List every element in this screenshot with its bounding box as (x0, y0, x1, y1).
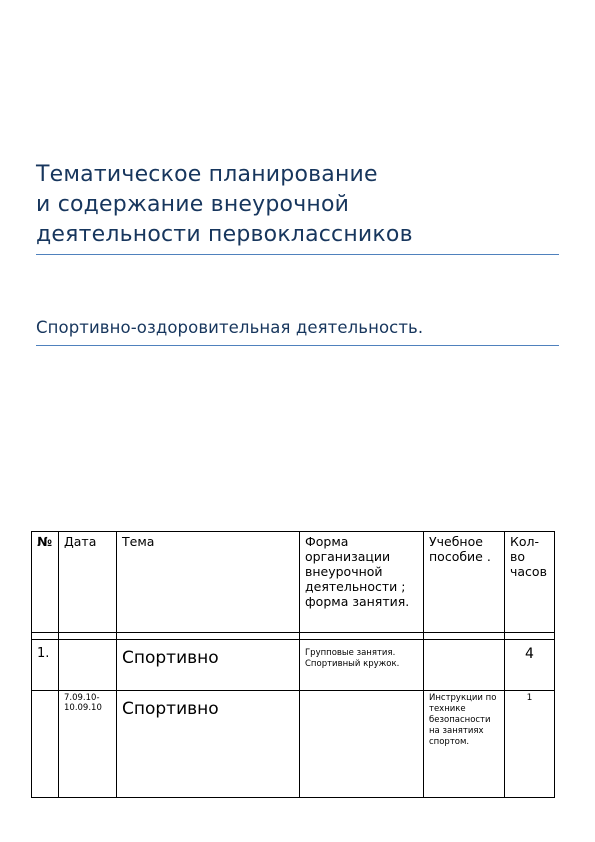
table-row (32, 691, 555, 798)
document-title (36, 160, 559, 250)
document-subtitle: Спортивно-оздоровительная деятельность. (36, 318, 424, 337)
title-line-2: и содержание внеурочной (36, 192, 350, 217)
cell-date (59, 640, 117, 691)
cell-form: Групповые занятия. Спортивный кружок. (300, 640, 424, 691)
header-form: Форма организации внеурочной деятельности ; форма занятия. (300, 532, 424, 633)
spacer-cell (300, 633, 424, 640)
spacer-cell (424, 633, 505, 640)
title-divider (36, 254, 559, 255)
cell-num (32, 691, 59, 798)
title-line-3: деятельности первоклассников (36, 222, 413, 247)
cell-topic: Спортивно (117, 691, 300, 798)
cell-hours: 1 (505, 691, 555, 798)
cell-manual: Инструкции по технике безопасности на занятиях спортом. (424, 691, 505, 798)
cell-form (300, 691, 424, 798)
spacer-cell (59, 633, 117, 640)
header-num: № (32, 532, 59, 633)
spacer-cell (117, 633, 300, 640)
spacer-cell (32, 633, 59, 640)
header-date: Дата (59, 532, 117, 633)
cell-topic: Спортивно (117, 640, 300, 691)
table-header-row (32, 532, 555, 633)
cell-manual (424, 640, 505, 691)
header-hours: Кол-во часов (505, 532, 555, 633)
cell-date: 7.09.10-10.09.10 (59, 691, 117, 798)
spacer-cell (505, 633, 555, 640)
table-spacer-row (32, 633, 555, 640)
header-topic: Тема (117, 532, 300, 633)
planning-table (31, 531, 555, 798)
cell-hours: 4 (505, 640, 555, 691)
table-row (32, 640, 555, 691)
subtitle-divider (36, 345, 559, 346)
cell-num: 1. (32, 640, 59, 691)
header-manual: Учебное пособие . (424, 532, 505, 633)
title-line-1: Тематическое планирование (36, 162, 378, 187)
